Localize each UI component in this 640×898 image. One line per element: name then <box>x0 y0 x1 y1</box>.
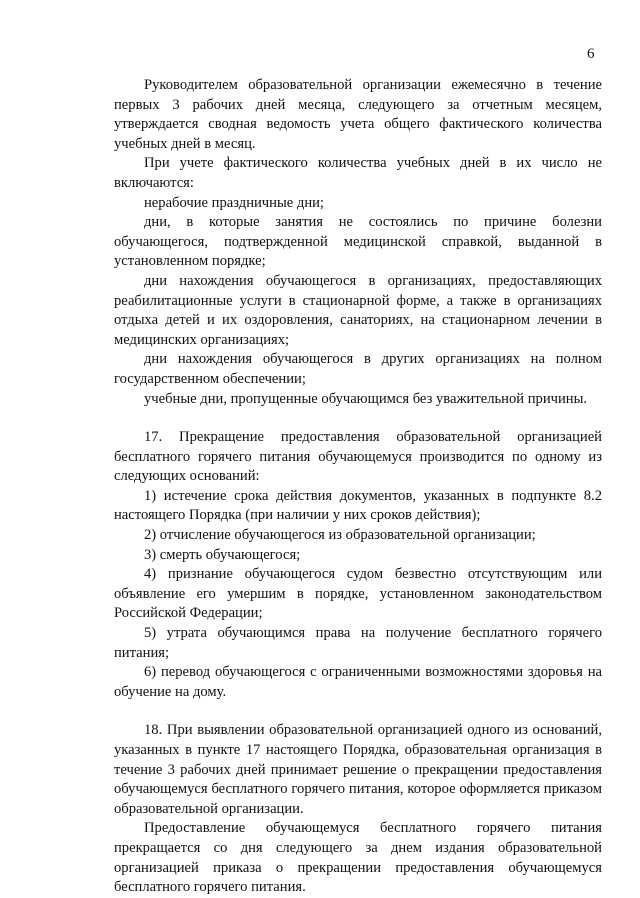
termination-ground-item: 2) отчисление обучающегося из образовательной организации; <box>144 527 536 544</box>
exclusion-item: дни, в которые занятия не состоялись по причине болезни обучающегося, подтвержденной медицинской справкой, выданной в установленном порядке; <box>114 214 602 270</box>
exclusion-item: учебные дни, пропущенные обучающимся без уважительной причины. <box>144 390 588 407</box>
termination-ground-item: 4) признание обучающегося судом безвестно отсутствующим или объявление его умершим в порядке, установленном законодательством Российской Федерации; <box>114 566 602 622</box>
document-body <box>114 76 602 898</box>
section-18-heading: 18. При выявлении образовательной организацией одного из оснований, указанных в пункте 17 настоящего Порядка, образовательная организация в течение 3 рабочих дней принимает решение о прекращении предоставления обучающемуся бесплатного горячего питания, которое оформляется приказом образовательной организации. <box>114 722 602 817</box>
exclusion-item: дни нахождения обучающегося в организациях, предоставляющих реабилитационные услуги в стационарной форме, а также в организациях отдыха детей и их оздоровления, санаториях, на стационарном лечении в медицинских организациях; <box>114 272 602 348</box>
exclusion-item: дни нахождения обучающегося в других организациях на полном государственном обеспечении; <box>114 351 602 387</box>
exclusion-item: нерабочие праздничные дни; <box>144 194 324 211</box>
paragraph-termination-effective: Предоставление обучающемуся бесплатного горячего питания прекращается со дня следующего за днем издания образовательной организацией приказа о прекращении предоставления обучающемуся бесплатного горячего питания. <box>114 820 602 896</box>
section-17-heading: 17. Прекращение предоставления образовательной организацией бесплатного горячего питания обучающемуся производится по одному из следующих оснований: <box>114 429 602 485</box>
page-number: 6 <box>587 46 595 62</box>
termination-ground-item: 5) утрата обучающимся права на получение бесплатного горячего питания; <box>114 625 602 661</box>
paragraph-approval-statement: Руководителем образовательной организации ежемесячно в течение первых 3 рабочих дней месяца, следующего за отчетным месяцем, утверждается сводная ведомость учета общего фактического количества учебных дней в месяц. <box>114 77 602 152</box>
termination-ground-item: 3) смерть обучающегося; <box>144 546 301 563</box>
termination-ground-item: 1) истечение срока действия документов, указанных в подпункте 8.2 настоящего Порядка (при наличии у них сроков действия); <box>114 487 602 524</box>
paragraph-exclusions-intro: При учете фактического количества учебных дней в их число не включаются: <box>114 155 602 191</box>
termination-ground-item: 6) перевод обучающегося с ограниченными возможностями здоровья на обучение на дому. <box>114 664 602 700</box>
